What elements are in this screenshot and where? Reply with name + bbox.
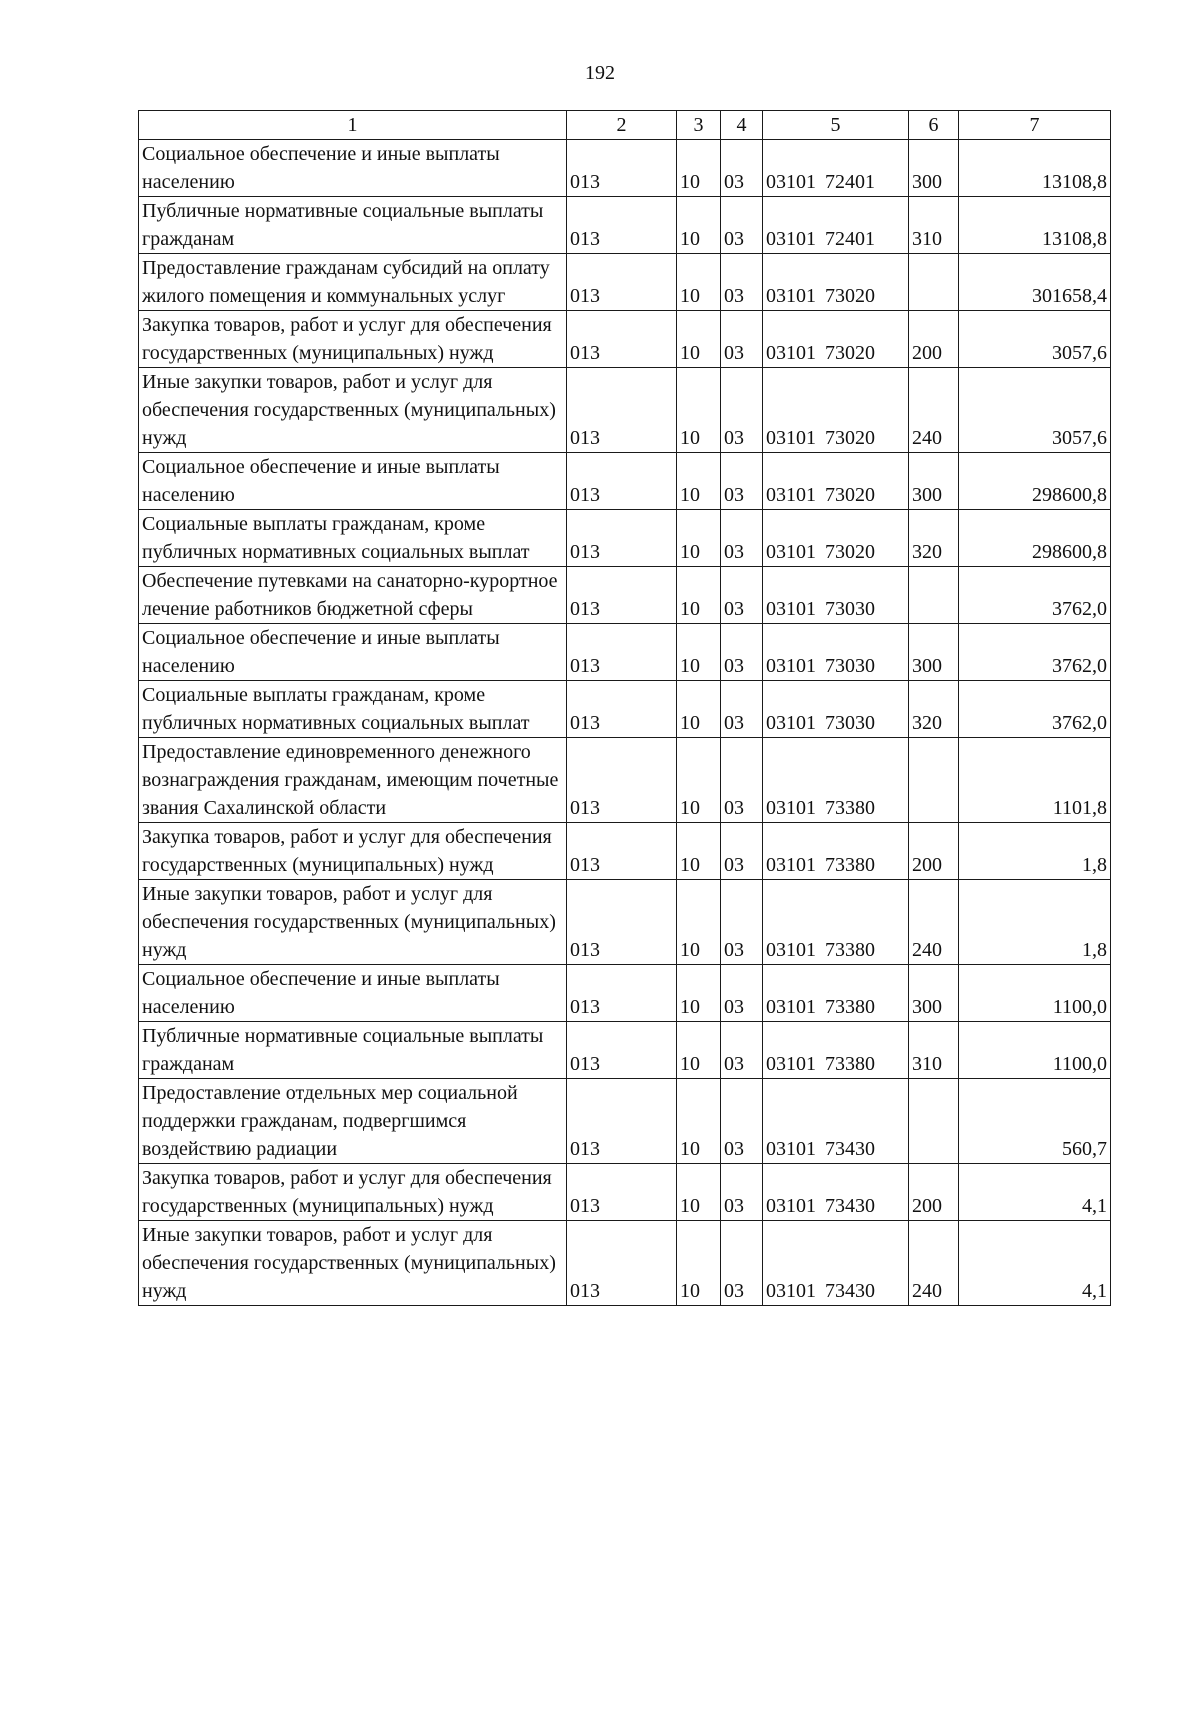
target-article-program: 03101 <box>766 655 816 677</box>
expense-type-code <box>909 254 959 311</box>
target-article-code <box>763 624 909 681</box>
section-code: 10 <box>677 453 721 510</box>
item-name: Социальное обеспечение и иные выплаты населению <box>139 140 567 197</box>
ministry-code: 013 <box>567 823 677 880</box>
subsection-code: 03 <box>721 681 763 738</box>
section-code: 10 <box>677 140 721 197</box>
amount: 4,1 <box>959 1221 1111 1306</box>
target-article-code <box>763 1079 909 1164</box>
column-header-1: 1 <box>139 111 567 140</box>
expense-type-code: 300 <box>909 453 959 510</box>
subsection-code: 03 <box>721 453 763 510</box>
target-article-code <box>763 197 909 254</box>
amount: 301658,4 <box>959 254 1111 311</box>
subsection-code: 03 <box>721 823 763 880</box>
ministry-code: 013 <box>567 1164 677 1221</box>
ministry-code: 013 <box>567 880 677 965</box>
ministry-code: 013 <box>567 567 677 624</box>
expense-type-code: 200 <box>909 311 959 368</box>
ministry-code: 013 <box>567 140 677 197</box>
section-code: 10 <box>677 681 721 738</box>
table-row <box>139 681 1111 738</box>
target-article-code <box>763 738 909 823</box>
section-code: 10 <box>677 197 721 254</box>
subsection-code: 03 <box>721 880 763 965</box>
ministry-code: 013 <box>567 311 677 368</box>
amount: 1,8 <box>959 880 1111 965</box>
expense-type-code: 310 <box>909 197 959 254</box>
target-article-direction: 73430 <box>825 1138 875 1160</box>
target-article-program: 03101 <box>766 342 816 364</box>
subsection-code: 03 <box>721 197 763 254</box>
amount: 1101,8 <box>959 738 1111 823</box>
section-code: 10 <box>677 510 721 567</box>
table-row <box>139 1022 1111 1079</box>
target-article-direction: 73020 <box>825 427 875 449</box>
table-row <box>139 254 1111 311</box>
target-article-code <box>763 510 909 567</box>
expense-type-code: 240 <box>909 880 959 965</box>
ministry-code: 013 <box>567 738 677 823</box>
target-article-program: 03101 <box>766 797 816 819</box>
target-article-program: 03101 <box>766 285 816 307</box>
subsection-code: 03 <box>721 624 763 681</box>
item-name: Иные закупки товаров, работ и услуг для обеспечения государственных (муниципальных) нужд <box>139 368 567 453</box>
amount: 3057,6 <box>959 368 1111 453</box>
item-name: Предоставление отдельных мер социальной поддержки гражданам, подвергшимся воздействию радиации <box>139 1079 567 1164</box>
section-code: 10 <box>677 567 721 624</box>
ministry-code: 013 <box>567 965 677 1022</box>
expense-type-code <box>909 1079 959 1164</box>
ministry-code: 013 <box>567 681 677 738</box>
column-header-4: 4 <box>721 111 763 140</box>
ministry-code: 013 <box>567 1079 677 1164</box>
section-code: 10 <box>677 1221 721 1306</box>
target-article-program: 03101 <box>766 598 816 620</box>
table-row <box>139 738 1111 823</box>
target-article-program: 03101 <box>766 996 816 1018</box>
table-row <box>139 510 1111 567</box>
item-name: Социальное обеспечение и иные выплаты населению <box>139 624 567 681</box>
target-article-direction: 73020 <box>825 285 875 307</box>
amount: 560,7 <box>959 1079 1111 1164</box>
target-article-program: 03101 <box>766 1280 816 1302</box>
expense-type-code: 300 <box>909 965 959 1022</box>
target-article-direction: 73020 <box>825 342 875 364</box>
amount: 1100,0 <box>959 1022 1111 1079</box>
amount: 3762,0 <box>959 681 1111 738</box>
subsection-code: 03 <box>721 1164 763 1221</box>
target-article-direction: 73030 <box>825 655 875 677</box>
table-row <box>139 368 1111 453</box>
item-name: Публичные нормативные социальные выплаты гражданам <box>139 197 567 254</box>
target-article-program: 03101 <box>766 171 816 193</box>
amount: 1,8 <box>959 823 1111 880</box>
amount: 3057,6 <box>959 311 1111 368</box>
item-name: Социальные выплаты гражданам, кроме публичных нормативных социальных выплат <box>139 681 567 738</box>
column-header-5: 5 <box>763 111 909 140</box>
ministry-code: 013 <box>567 1221 677 1306</box>
ministry-code: 013 <box>567 254 677 311</box>
section-code: 10 <box>677 823 721 880</box>
table-row <box>139 965 1111 1022</box>
subsection-code: 03 <box>721 965 763 1022</box>
item-name: Предоставление единовременного денежного вознаграждения гражданам, имеющим почетные звания Сахалинской области <box>139 738 567 823</box>
item-name: Иные закупки товаров, работ и услуг для обеспечения государственных (муниципальных) нужд <box>139 880 567 965</box>
section-code: 10 <box>677 965 721 1022</box>
expense-type-code: 310 <box>909 1022 959 1079</box>
target-article-code <box>763 567 909 624</box>
target-article-code <box>763 965 909 1022</box>
target-article-direction: 73030 <box>825 712 875 734</box>
ministry-code: 013 <box>567 624 677 681</box>
target-article-direction: 73380 <box>825 1053 875 1075</box>
column-header-7: 7 <box>959 111 1111 140</box>
target-article-program: 03101 <box>766 228 816 250</box>
target-article-direction: 73020 <box>825 484 875 506</box>
page-number: 192 <box>585 62 615 84</box>
header-row <box>139 111 1111 140</box>
target-article-code <box>763 453 909 510</box>
table-row <box>139 880 1111 965</box>
amount: 3762,0 <box>959 624 1111 681</box>
target-article-direction: 73380 <box>825 854 875 876</box>
target-article-program: 03101 <box>766 1138 816 1160</box>
target-article-direction: 73020 <box>825 541 875 563</box>
table-row <box>139 823 1111 880</box>
expense-type-code: 200 <box>909 823 959 880</box>
target-article-code <box>763 1022 909 1079</box>
amount: 1100,0 <box>959 965 1111 1022</box>
item-name: Социальные выплаты гражданам, кроме публичных нормативных социальных выплат <box>139 510 567 567</box>
ministry-code: 013 <box>567 197 677 254</box>
target-article-direction: 73430 <box>825 1195 875 1217</box>
expense-type-code: 320 <box>909 681 959 738</box>
target-article-program: 03101 <box>766 939 816 961</box>
section-code: 10 <box>677 1022 721 1079</box>
target-article-code <box>763 368 909 453</box>
target-article-program: 03101 <box>766 484 816 506</box>
expense-type-code: 200 <box>909 1164 959 1221</box>
amount: 298600,8 <box>959 510 1111 567</box>
expense-type-code: 300 <box>909 140 959 197</box>
item-name: Социальное обеспечение и иные выплаты населению <box>139 453 567 510</box>
item-name: Закупка товаров, работ и услуг для обеспечения государственных (муниципальных) нужд <box>139 823 567 880</box>
target-article-code <box>763 823 909 880</box>
subsection-code: 03 <box>721 1221 763 1306</box>
subsection-code: 03 <box>721 567 763 624</box>
amount: 13108,8 <box>959 197 1111 254</box>
expense-type-code: 320 <box>909 510 959 567</box>
target-article-code <box>763 254 909 311</box>
section-code: 10 <box>677 1164 721 1221</box>
table-row <box>139 453 1111 510</box>
target-article-direction: 73380 <box>825 797 875 819</box>
section-code: 10 <box>677 311 721 368</box>
target-article-program: 03101 <box>766 1195 816 1217</box>
expense-type-code: 240 <box>909 1221 959 1306</box>
subsection-code: 03 <box>721 368 763 453</box>
target-article-code <box>763 681 909 738</box>
amount: 13108,8 <box>959 140 1111 197</box>
target-article-direction: 73380 <box>825 996 875 1018</box>
item-name: Обеспечение путевками на санаторно-курортное лечение работников бюджетной сферы <box>139 567 567 624</box>
expense-type-code: 240 <box>909 368 959 453</box>
target-article-code <box>763 311 909 368</box>
subsection-code: 03 <box>721 1079 763 1164</box>
item-name: Публичные нормативные социальные выплаты гражданам <box>139 1022 567 1079</box>
column-header-6: 6 <box>909 111 959 140</box>
subsection-code: 03 <box>721 254 763 311</box>
ministry-code: 013 <box>567 1022 677 1079</box>
section-code: 10 <box>677 368 721 453</box>
item-name: Предоставление гражданам субсидий на оплату жилого помещения и коммунальных услуг <box>139 254 567 311</box>
column-header-3: 3 <box>677 111 721 140</box>
target-article-direction: 72401 <box>825 228 875 250</box>
item-name: Закупка товаров, работ и услуг для обеспечения государственных (муниципальных) нужд <box>139 1164 567 1221</box>
target-article-program: 03101 <box>766 427 816 449</box>
section-code: 10 <box>677 624 721 681</box>
subsection-code: 03 <box>721 738 763 823</box>
ministry-code: 013 <box>567 368 677 453</box>
target-article-direction: 73030 <box>825 598 875 620</box>
subsection-code: 03 <box>721 510 763 567</box>
item-name: Закупка товаров, работ и услуг для обеспечения государственных (муниципальных) нужд <box>139 311 567 368</box>
table-row <box>139 311 1111 368</box>
table-row <box>139 567 1111 624</box>
section-code: 10 <box>677 254 721 311</box>
target-article-program: 03101 <box>766 1053 816 1075</box>
target-article-direction: 72401 <box>825 171 875 193</box>
section-code: 10 <box>677 738 721 823</box>
column-header-2: 2 <box>567 111 677 140</box>
table-row <box>139 1079 1111 1164</box>
amount: 298600,8 <box>959 453 1111 510</box>
expense-type-code <box>909 567 959 624</box>
target-article-code <box>763 1221 909 1306</box>
target-article-code <box>763 880 909 965</box>
target-article-direction: 73430 <box>825 1280 875 1302</box>
subsection-code: 03 <box>721 311 763 368</box>
ministry-code: 013 <box>567 510 677 567</box>
amount: 3762,0 <box>959 567 1111 624</box>
section-code: 10 <box>677 1079 721 1164</box>
subsection-code: 03 <box>721 1022 763 1079</box>
table-body <box>139 140 1111 1306</box>
table-row <box>139 1164 1111 1221</box>
amount: 4,1 <box>959 1164 1111 1221</box>
table-row <box>139 197 1111 254</box>
target-article-code <box>763 140 909 197</box>
budget-table <box>138 110 1111 1306</box>
target-article-code <box>763 1164 909 1221</box>
table-row <box>139 1221 1111 1306</box>
section-code: 10 <box>677 880 721 965</box>
table-row <box>139 624 1111 681</box>
ministry-code: 013 <box>567 453 677 510</box>
item-name: Социальное обеспечение и иные выплаты населению <box>139 965 567 1022</box>
target-article-program: 03101 <box>766 541 816 563</box>
item-name: Иные закупки товаров, работ и услуг для обеспечения государственных (муниципальных) нужд <box>139 1221 567 1306</box>
subsection-code: 03 <box>721 140 763 197</box>
table-row <box>139 140 1111 197</box>
expense-type-code: 300 <box>909 624 959 681</box>
expense-type-code <box>909 738 959 823</box>
target-article-program: 03101 <box>766 712 816 734</box>
target-article-direction: 73380 <box>825 939 875 961</box>
target-article-program: 03101 <box>766 854 816 876</box>
